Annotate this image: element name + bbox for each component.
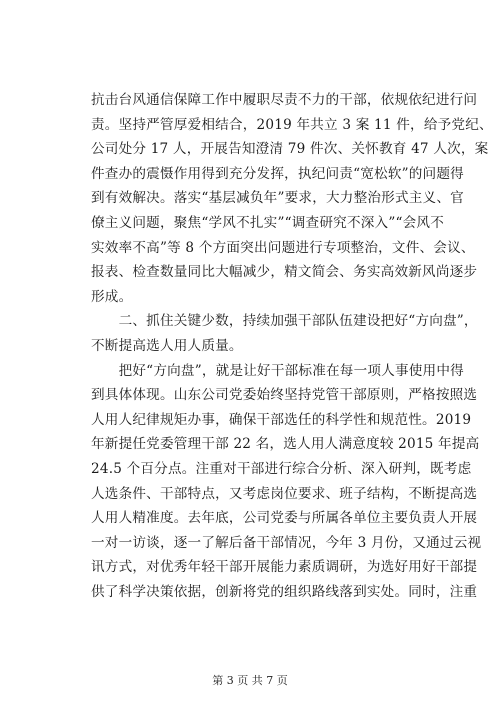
text-line: 件查办的震慑作用得到充分发挥，执纪问责“宽松软”的问题得 [91, 165, 464, 182]
text-line: 到有效解决。落实“基层减负年”要求，大力整治形式主义、官 [91, 190, 464, 207]
text-line: 讯方式，对优秀年轻干部开展能力素质调研，为选好用好干部提 [91, 559, 478, 576]
text-line: 一对一访谈，逐一了解后备干部情况，今年 3 月份，又通过云视 [91, 534, 482, 551]
section-heading-line: 二、抓住关键少数，持续加强干部队伍建设把好“方向盘”， [91, 313, 478, 330]
text-line: 报表、检查数量同比大幅减少，精文简会、务实高效新风尚逐步 [91, 264, 478, 281]
text-line: 僚主义问题，聚焦“学风不扎实”“调查研究不深入”“会风不 [91, 214, 445, 231]
page-number: 第 3 页 共 7 页 [212, 674, 288, 687]
text-line: 形成。 [91, 288, 133, 305]
text-line: 人选条件、干部特点，又考虑岗位要求、班子结构，不断提高选 [91, 485, 478, 502]
text-line: 24.5 个百分点。注重对干部进行综合分析、深入研判，既考虑 [91, 460, 472, 477]
text-line: 人用人纪律规矩办事，确保干部选任的科学性和规范性。2019 [91, 411, 472, 428]
section-heading-line: 不断提高选人用人质量。 [91, 337, 243, 354]
text-line: 责。坚持严管厚爱相结合，2019 年共立 3 案 11 件，给予党纪、 [91, 116, 493, 133]
text-line: 年新提任党委管理干部 22 名，选人用人满意度较 2015 年提高 [91, 436, 480, 453]
text-line: 实效率不高”等 8 个方面突出问题进行专项整治，文件、会议、 [91, 239, 475, 256]
text-line: 供了科学决策依据，创新将党的组织路线落到实处。同时，注重 [91, 583, 478, 600]
text-line: 公司处分 17 人，开展告知澄清 79 件次、关怀教育 47 人次，案 [91, 141, 489, 158]
text-line: 把好“方向盘”，就是让好干部标准在每一项人事使用中得 [91, 362, 464, 379]
text-line: 抗击台风通信保障工作中履职尽责不力的干部，依规依纪进行问 [91, 92, 478, 108]
text-line: 到具体体现。山东公司党委始终坚持党管干部原则，严格按照选 [91, 387, 478, 404]
text-line: 人用人精准度。去年底，公司党委与所属各单位主要负责人开展 [91, 510, 478, 527]
page-footer [0, 672, 500, 688]
body-text [91, 88, 493, 604]
